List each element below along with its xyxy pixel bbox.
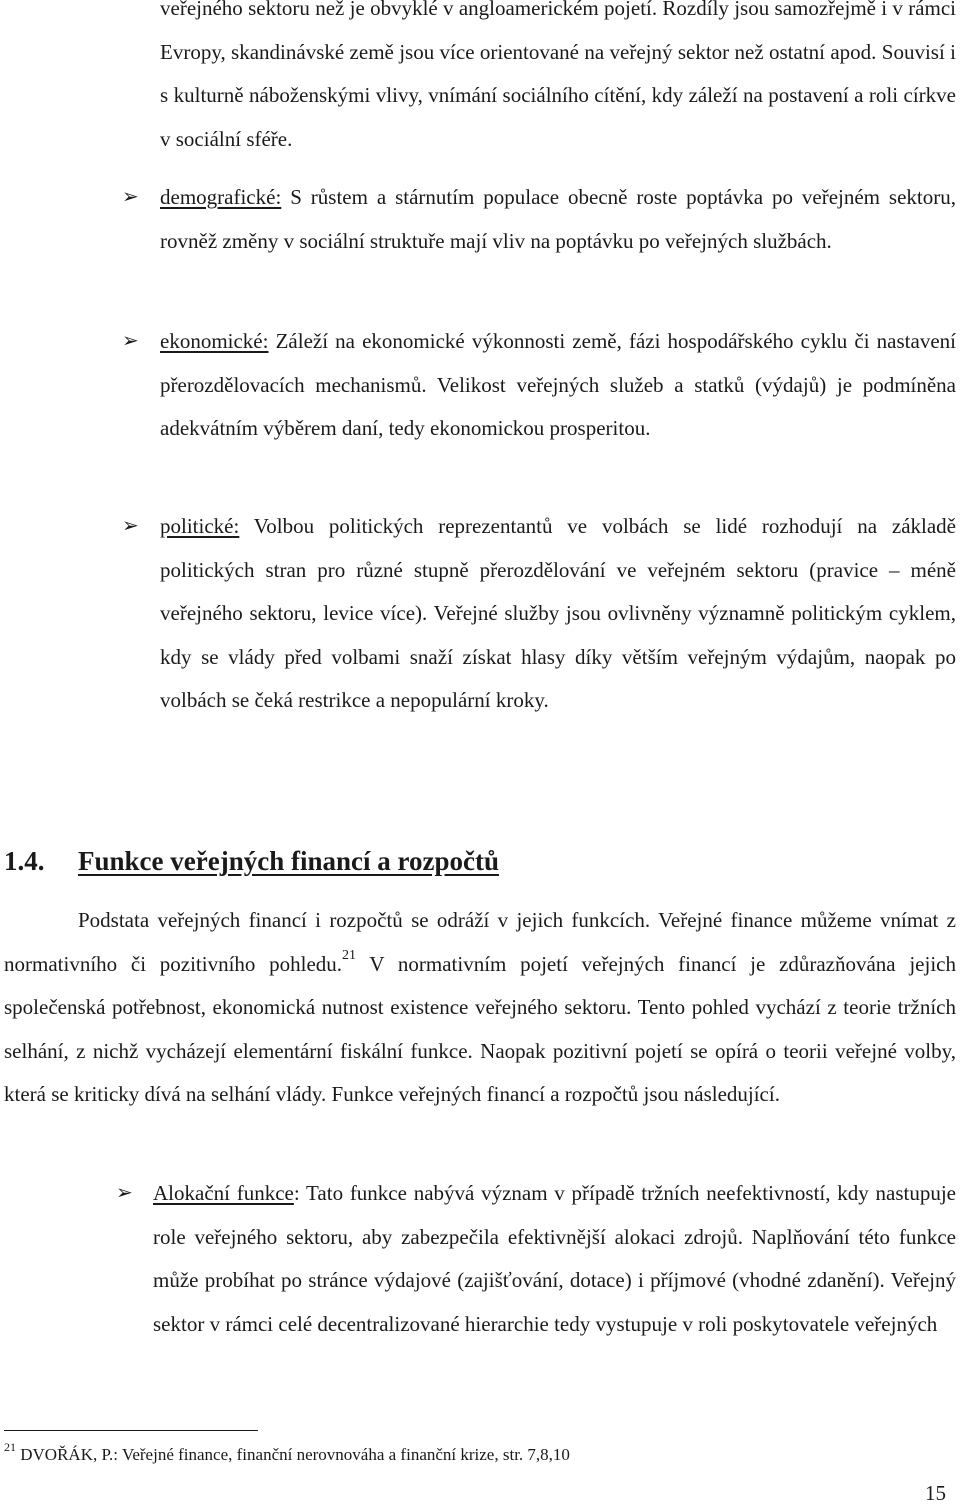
bullet-label: Alokační funkce — [153, 1181, 294, 1205]
bullet-arrow-icon: ➢ — [116, 1182, 133, 1204]
bullet-label: demografické: — [160, 185, 282, 209]
section-para-part2: V normativním pojetí veřejných financí je zdůrazňována jejich společenská potřebnost, ekonomická nutnost existence veřejného sektoru. Tento pohled vychází z teorie tržních selhání, z nichž vycházejí elementární fiskální funkce. Naopak pozitivní pojetí se opírá o teorii veřejné volby, která se kriticky dívá na selhání vlády. Funkce veřejných financí a rozpočtů jsou následující. — [4, 951, 956, 1106]
bullet-text — [160, 505, 956, 723]
bullet-arrow-icon: ➢ — [122, 330, 139, 352]
footnote — [4, 1440, 570, 1470]
section-para-part1: Podstata veřejných financí i rozpočtů se odráží v jejich funkcích. Veřejné finance můžeme vnímat z normativního či pozitivního pohledu. — [4, 908, 956, 976]
footnote-ref[interactable]: 21 — [342, 947, 357, 963]
intro-paragraph: veřejného sektoru než je obvyklé v angloamerickém pojetí. Rozdíly jsou samozřejmě i v rámci Evropy, skandinávské země jsou více orientované na veřejný sektor než ostatní apod. Souvisí i s kulturně náboženskými vlivy, vnímání sociálního cítění, kdy záleží na postavení a roli církve v sociální sféře. — [160, 0, 956, 151]
bullet-text — [160, 176, 956, 263]
page-number: 15 — [925, 1481, 946, 1505]
section-heading — [4, 838, 944, 884]
bullet-arrow-icon: ➢ — [122, 515, 139, 537]
bullet-arrow-icon: ➢ — [122, 186, 139, 208]
bullet-label: politické: — [160, 514, 240, 538]
bullet-label: ekonomické: — [160, 329, 269, 353]
footnote-number: 21 — [4, 1440, 16, 1454]
bullet-body: Volbou politických reprezentantů ve volbách se lidé rozhodují na základě politických stran pro různé stupně přerozdělování ve veřejném sektoru (pravice – méně veřejného sektoru, levice více). Veřejné služby jsou ovlivněny významně politickým cyklem, kdy se vlády před volbami snaží získat hlasy díky větším veřejným výdajům, naopak po volbách se čeká restrikce a nepopulární kroky. — [160, 514, 956, 712]
bullet-text — [153, 1172, 956, 1346]
bullet-body: Záleží na ekonomické výkonnosti země, fázi hospodářského cyklu či nastavení přerozdělovacích mechanismů. Velikost veřejných služeb a statků (výdajů) je podmíněna adekvátním výběrem daní, tedy ekonomickou prosperitou. — [160, 329, 956, 440]
bullet-body: S růstem a stárnutím populace obecně roste poptávka po veřejném sektoru, rovněž změny v sociální struktuře mají vliv na poptávku po veřejných službách. — [160, 185, 956, 253]
section-number: 1.4. — [4, 846, 45, 876]
section-title: Funkce veřejných financí a rozpočtů — [78, 846, 499, 876]
footnote-text: DVOŘÁK, P.: Veřejné finance, finanční nerovnováha a finanční krize, str. 7,8,10 — [16, 1445, 570, 1464]
footnote-divider — [4, 1430, 258, 1431]
section-paragraph — [4, 899, 956, 1117]
bullet-text — [160, 320, 956, 451]
bullet-body: : Tato funkce nabývá význam v případě tržních neefektivností, kdy nastupuje role veřejného sektoru, aby zabezpečila efektivnější alokaci zdrojů. Naplňování této funkce může probíhat po stránce výdajové (zajišťování, dotace) i příjmové (vhodné zdanění). Veřejný sektor v rámci celé decentralizované hierarchie tedy vystupuje v roli poskytovatele veřejných — [153, 1181, 956, 1336]
